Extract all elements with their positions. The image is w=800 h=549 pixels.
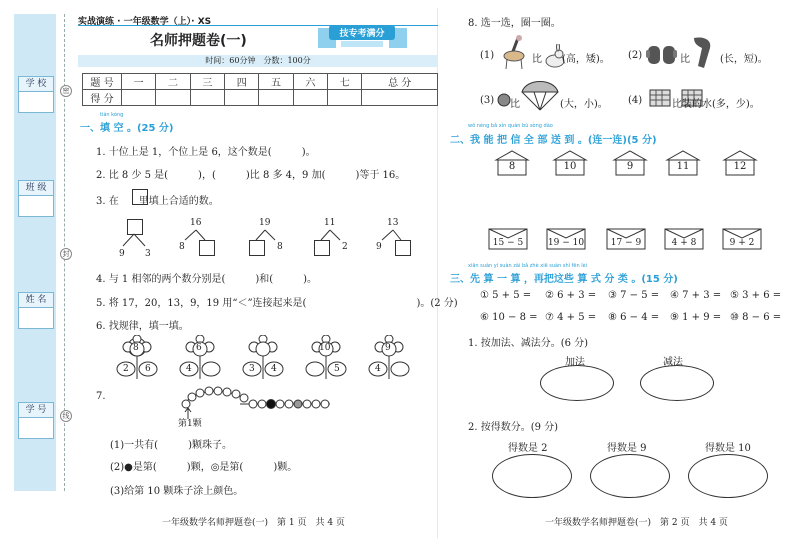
tree-right: 8 [277,242,283,252]
badge-graphic [315,22,410,50]
tree-top: 16 [190,218,202,228]
flower-right-leaf: 6 [145,364,151,374]
score-cell: 六 [293,74,327,90]
score-input[interactable] [259,90,293,106]
q3-tree-2 [177,213,217,261]
q6-flowers [115,335,415,385]
q3-tree-1 [115,213,155,261]
score-cell: 七 [328,74,362,90]
footer-left: 一年级数学名师押题卷(一) 第 1 页 共 4 页 [162,518,345,528]
name-label: 姓 名 [18,292,54,308]
tree-left: 9 [119,249,125,259]
tree-top: 13 [387,218,399,228]
name-field[interactable] [18,307,54,329]
id-label: 学 号 [18,402,54,418]
house-number: 12 [733,161,747,172]
house-2[interactable] [552,150,588,176]
question-8: 8. 选一选，圈一圈。 [468,18,561,29]
calc-8[interactable]: ⑧ 6 − 4 = [608,312,660,323]
arrow-up-icon [183,404,193,416]
addition-oval[interactable] [540,365,614,401]
score-input[interactable] [293,90,327,106]
q3-trees [105,213,425,263]
q3-tree-3 [245,213,285,261]
school-field[interactable] [18,91,54,113]
id-field[interactable] [18,417,54,439]
envelope-3[interactable] [606,228,646,250]
envelopes-row [440,228,790,258]
tree-top: 11 [324,218,336,228]
question-7-2: (2)●是第( )颗，◎是第( )颗。 [110,462,298,473]
envelope-2[interactable] [546,228,586,250]
cut-mark-line: 线 [60,410,72,422]
question-6: 6. 找规律，填一填。 [96,321,189,332]
flower-right-leaf: 5 [334,364,340,374]
question-1: 1. 十位上是 1，个位上是 6，这个数是( )。 [96,147,316,158]
calc-9[interactable]: ⑨ 1 + 9 = [670,312,722,323]
flower-left-leaf: 4 [186,364,192,374]
house-number: 9 [626,161,634,172]
q8-item1-text: 比 (高，矮)。 [532,54,610,65]
calc-1[interactable]: ① 5 + 5 = [480,290,532,301]
tree-top: 19 [259,218,271,228]
result-2-oval[interactable] [492,454,572,498]
envelope-expr: 4 + 8 [671,238,697,248]
score-cell: 五 [259,74,293,90]
score-cell: 题 号 [83,74,122,90]
classify-2-title: 2. 按得数分。(9 分) [468,422,559,433]
envelope-5[interactable] [722,228,762,250]
flower-center: 9 [385,343,391,353]
footer-right: 一年级数学名师押题卷(一) 第 2 页 共 4 页 [545,518,728,528]
result-9-label: 得数是 9 [607,443,647,454]
flower-right-leaf: 4 [271,364,277,374]
calc-2[interactable]: ② 6 + 3 = [545,290,597,301]
tree-answer-box[interactable] [249,240,265,256]
subtraction-oval[interactable] [640,365,714,401]
calc-6[interactable]: ⑥ 10 − 8 = [480,312,538,323]
house-4[interactable] [665,150,701,176]
result-9-oval[interactable] [590,454,670,498]
tree-left: 8 [179,242,185,252]
tree-answer-box[interactable] [199,240,215,256]
calc-7[interactable]: ⑦ 4 + 5 = [545,312,597,323]
section2-title: 二、我 能 把 信 全 部 送 到 。(连一连)(5 分) [450,135,657,146]
houses-row [440,150,790,190]
envelope-expr: 15 − 5 [492,238,524,248]
cut-mark-close: 封 [60,248,72,260]
envelope-4[interactable] [664,228,704,250]
q8-item1-num: (1) [480,50,495,61]
tree-left: 9 [376,242,382,252]
flower-left-leaf: 4 [375,364,381,374]
question-7-1: (1)一共有( )颗珠子。 [110,440,232,451]
school-label: 学 校 [18,76,54,92]
house-1[interactable] [494,150,530,176]
score-header-row [83,74,438,90]
class-field[interactable] [18,195,54,217]
question-7: 7. [96,391,106,402]
score-input[interactable] [156,90,190,106]
flower-3 [241,335,285,383]
score-input[interactable] [362,90,438,106]
cut-mark-seal: 密 [60,85,72,97]
envelope-1[interactable] [488,228,528,250]
house-number: 11 [676,161,690,172]
tree-answer-box[interactable] [395,240,411,256]
q8-item4-num: (4) [628,95,643,106]
q3-tree-5 [373,213,413,261]
house-5[interactable] [722,150,758,176]
flower-center: 8 [133,343,139,353]
q8-item2-text: 比 (长，短)。 [680,54,768,65]
time-info: 时间：60分钟 分数：100分 [205,56,311,65]
calc-3[interactable]: ③ 7 − 5 = [608,290,660,301]
q8-item3-num: (3) [480,95,495,106]
calc-5[interactable]: ⑤ 3 + 6 = [730,290,782,301]
tree-answer-box[interactable] [314,240,330,256]
subtraction-label: 减法 [663,357,683,368]
series-line: 实战演练 · 一年级数学（上）· XS [78,17,212,27]
addition-label: 加法 [565,357,585,368]
flower-center: 6 [196,343,202,353]
tree-right: 3 [145,249,151,259]
score-input[interactable] [328,90,362,106]
flower-center: 10 [319,343,331,353]
flower-1 [115,335,159,383]
page-title: 名师押题卷(一) [150,33,247,49]
q3-example-box [132,189,148,205]
result-10-label: 得数是 10 [705,443,751,454]
score-table [82,73,438,106]
score-cell: 四 [225,74,259,90]
bead-string [180,386,340,418]
flower-5 [367,335,411,383]
classify-1-title: 1. 按加法、减法分。(6 分) [468,338,589,349]
section3-title: 三、先 算 一 算 ，再把这些 算 式 分 类 。(15 分) [450,274,678,285]
score-input[interactable] [225,90,259,106]
calc-4[interactable]: ④ 7 + 3 = [670,290,722,301]
calc-10[interactable]: ⑩ 8 − 6 = [730,312,782,323]
class-label: 班 级 [18,180,54,196]
section2-pinyin: wǒ néng bǎ xìn quán bù sòng dào [468,123,553,129]
bead-string-graphic [180,386,340,418]
score-cell: 一 [122,74,156,90]
score-cell: 得 分 [83,90,122,106]
score-value-row [83,90,438,106]
question-2: 2. 比 8 少 5 是( )，( )比 8 多 4，9 加( )等于 16。 [96,170,406,181]
score-cell: 二 [156,74,190,90]
question-3: 3. 在 里填上合适的数。 [96,196,219,207]
envelope-expr: 19 − 10 [547,238,585,248]
house-number: 8 [508,161,516,172]
envelope-expr: 9 + 2 [729,238,755,248]
flower-left-leaf: 3 [249,364,255,374]
gray-bead [294,400,302,408]
first-bead-label: 第1颗 [178,419,202,429]
score-input[interactable] [190,90,224,106]
q3-tree-4 [310,213,350,261]
badge-text: 技专考满分 [339,29,385,39]
giraffe-icon [498,34,530,70]
flower-2 [178,335,222,383]
flower-left-leaf: 2 [123,364,129,374]
q8-item2-num: (2) [628,50,643,61]
time-bar [78,55,438,67]
q8-item4-text: 比装的水(多，少)。 [672,99,760,110]
result-2-label: 得数是 2 [508,443,548,454]
score-cell: 三 [190,74,224,90]
question-4: 4. 与 1 相邻的两个数分别是( )和( )。 [96,274,318,285]
q8-item3-text: 比 (大，小)。 [510,99,608,110]
result-10-oval[interactable] [688,454,768,498]
tree-right: 2 [342,242,348,252]
black-bead [267,400,276,409]
gloves-icon [646,40,678,68]
binding-strip [14,14,56,491]
envelope-expr: 17 − 9 [610,238,642,248]
flower-4 [304,335,348,383]
score-cell: 总 分 [362,74,438,90]
house-number: 10 [563,161,577,172]
house-3[interactable] [612,150,648,176]
section1-title: 一、填 空 。(25 分) [80,123,174,134]
question-5: 5. 将 17，20，13，9，19 用“＜”连接起来是( )。(2 分) [96,298,458,309]
question-7-3: (3)给第 10 颗珠子涂上颜色。 [110,486,244,497]
section1-pinyin: tián kòng [100,112,124,118]
score-input[interactable] [122,90,156,106]
section3-pinyin: xiān suàn yi suàn zài bǎ zhè xiē suàn shì fēn lèi [468,263,588,269]
basket-icon [648,84,672,108]
